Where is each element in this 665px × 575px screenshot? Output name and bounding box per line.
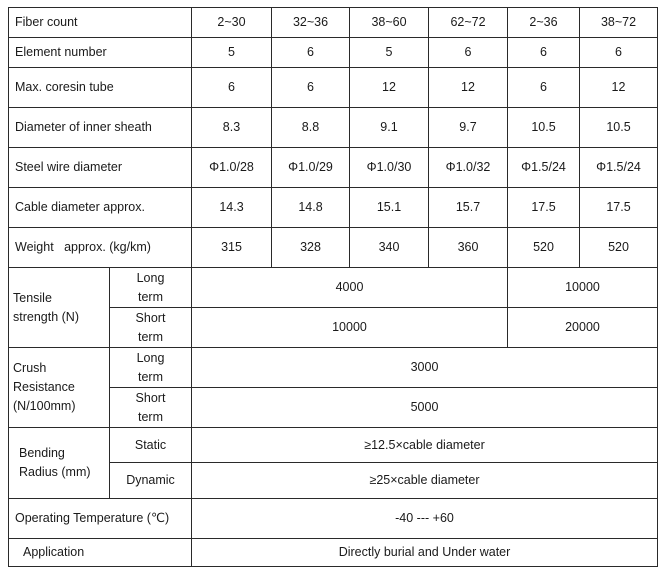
cable-spec-table <box>8 7 658 567</box>
bending-static-label: Static <box>110 428 192 463</box>
table-cell: Φ1.0/32 <box>429 148 508 188</box>
column-header: 38~72 <box>580 8 658 38</box>
table-cell: 9.1 <box>350 108 429 148</box>
tensile-long-value-b: 10000 <box>508 268 658 308</box>
table-cell: 360 <box>429 228 508 268</box>
bending-dynamic-value: ≥25×cable diameter <box>192 463 658 499</box>
row-crush-long <box>9 348 658 388</box>
table-cell: 328 <box>272 228 350 268</box>
row-inner-sheath <box>9 108 658 148</box>
table-cell: 9.7 <box>429 108 508 148</box>
column-header: 2~36 <box>508 8 580 38</box>
application-label: Application <box>9 539 192 567</box>
table-cell: Φ1.0/30 <box>350 148 429 188</box>
row-application <box>9 539 658 567</box>
row-max-tube <box>9 68 658 108</box>
table-cell: 6 <box>508 38 580 68</box>
tensile-short-value-b: 20000 <box>508 308 658 348</box>
row-tensile-long <box>9 268 658 308</box>
row-weight <box>9 228 658 268</box>
operating-temperature-value: -40 --- +60 <box>192 499 658 539</box>
table-cell: 315 <box>192 228 272 268</box>
column-header: 62~72 <box>429 8 508 38</box>
bending-radius-label: Bending Radius (mm) <box>9 428 110 499</box>
column-header: 2~30 <box>192 8 272 38</box>
crush-long-value: 3000 <box>192 348 658 388</box>
inner-sheath-label: Diameter of inner sheath <box>9 108 192 148</box>
table-cell: 8.3 <box>192 108 272 148</box>
crush-long-term-label: Long term <box>110 348 192 388</box>
table-cell: 5 <box>192 38 272 68</box>
table-cell: 520 <box>508 228 580 268</box>
cable-diameter-label: Cable diameter approx. <box>9 188 192 228</box>
row-fiber-count <box>9 8 658 38</box>
tensile-strength-label: Tensile strength (N) <box>9 268 110 348</box>
table-cell: 12 <box>580 68 658 108</box>
row-operating-temperature <box>9 499 658 539</box>
table-cell: 520 <box>580 228 658 268</box>
table-cell: 15.7 <box>429 188 508 228</box>
max-tube-label: Max. coresin tube <box>9 68 192 108</box>
table-cell: 6 <box>580 38 658 68</box>
row-element-number <box>9 38 658 68</box>
table-cell: 5 <box>350 38 429 68</box>
table-cell: 6 <box>508 68 580 108</box>
weight-label: Weight approx. (kg/km) <box>9 228 192 268</box>
table-cell: 6 <box>272 38 350 68</box>
table-cell: 6 <box>272 68 350 108</box>
table-cell: 8.8 <box>272 108 350 148</box>
table-cell: 14.8 <box>272 188 350 228</box>
crush-short-value: 5000 <box>192 388 658 428</box>
tensile-short-value-a: 10000 <box>192 308 508 348</box>
table-cell: Φ1.0/28 <box>192 148 272 188</box>
table-cell: 10.5 <box>580 108 658 148</box>
element-number-label: Element number <box>9 38 192 68</box>
table-cell: Φ1.5/24 <box>508 148 580 188</box>
tensile-long-value-a: 4000 <box>192 268 508 308</box>
table-cell: 15.1 <box>350 188 429 228</box>
crush-resistance-label: Crush Resistance (N/100mm) <box>9 348 110 428</box>
table-cell: 6 <box>429 38 508 68</box>
tensile-long-term-label: Long term <box>110 268 192 308</box>
table-cell: 17.5 <box>580 188 658 228</box>
table-cell: Φ1.0/29 <box>272 148 350 188</box>
bending-static-value: ≥12.5×cable diameter <box>192 428 658 463</box>
table-cell: Φ1.5/24 <box>580 148 658 188</box>
fiber-count-label: Fiber count <box>9 8 192 38</box>
bending-dynamic-label: Dynamic <box>110 463 192 499</box>
table-cell: 17.5 <box>508 188 580 228</box>
row-steel-wire <box>9 148 658 188</box>
table-cell: 14.3 <box>192 188 272 228</box>
operating-temperature-label: Operating Temperature (℃) <box>9 499 192 539</box>
table-cell: 10.5 <box>508 108 580 148</box>
table-cell: 6 <box>192 68 272 108</box>
table-cell: 12 <box>350 68 429 108</box>
row-cable-diameter <box>9 188 658 228</box>
column-header: 32~36 <box>272 8 350 38</box>
table-cell: 12 <box>429 68 508 108</box>
application-value: Directly burial and Under water <box>192 539 658 567</box>
column-header: 38~60 <box>350 8 429 38</box>
tensile-short-term-label: Short term <box>110 308 192 348</box>
table-cell: 340 <box>350 228 429 268</box>
steel-wire-label: Steel wire diameter <box>9 148 192 188</box>
crush-short-term-label: Short term <box>110 388 192 428</box>
row-bending-static <box>9 428 658 463</box>
